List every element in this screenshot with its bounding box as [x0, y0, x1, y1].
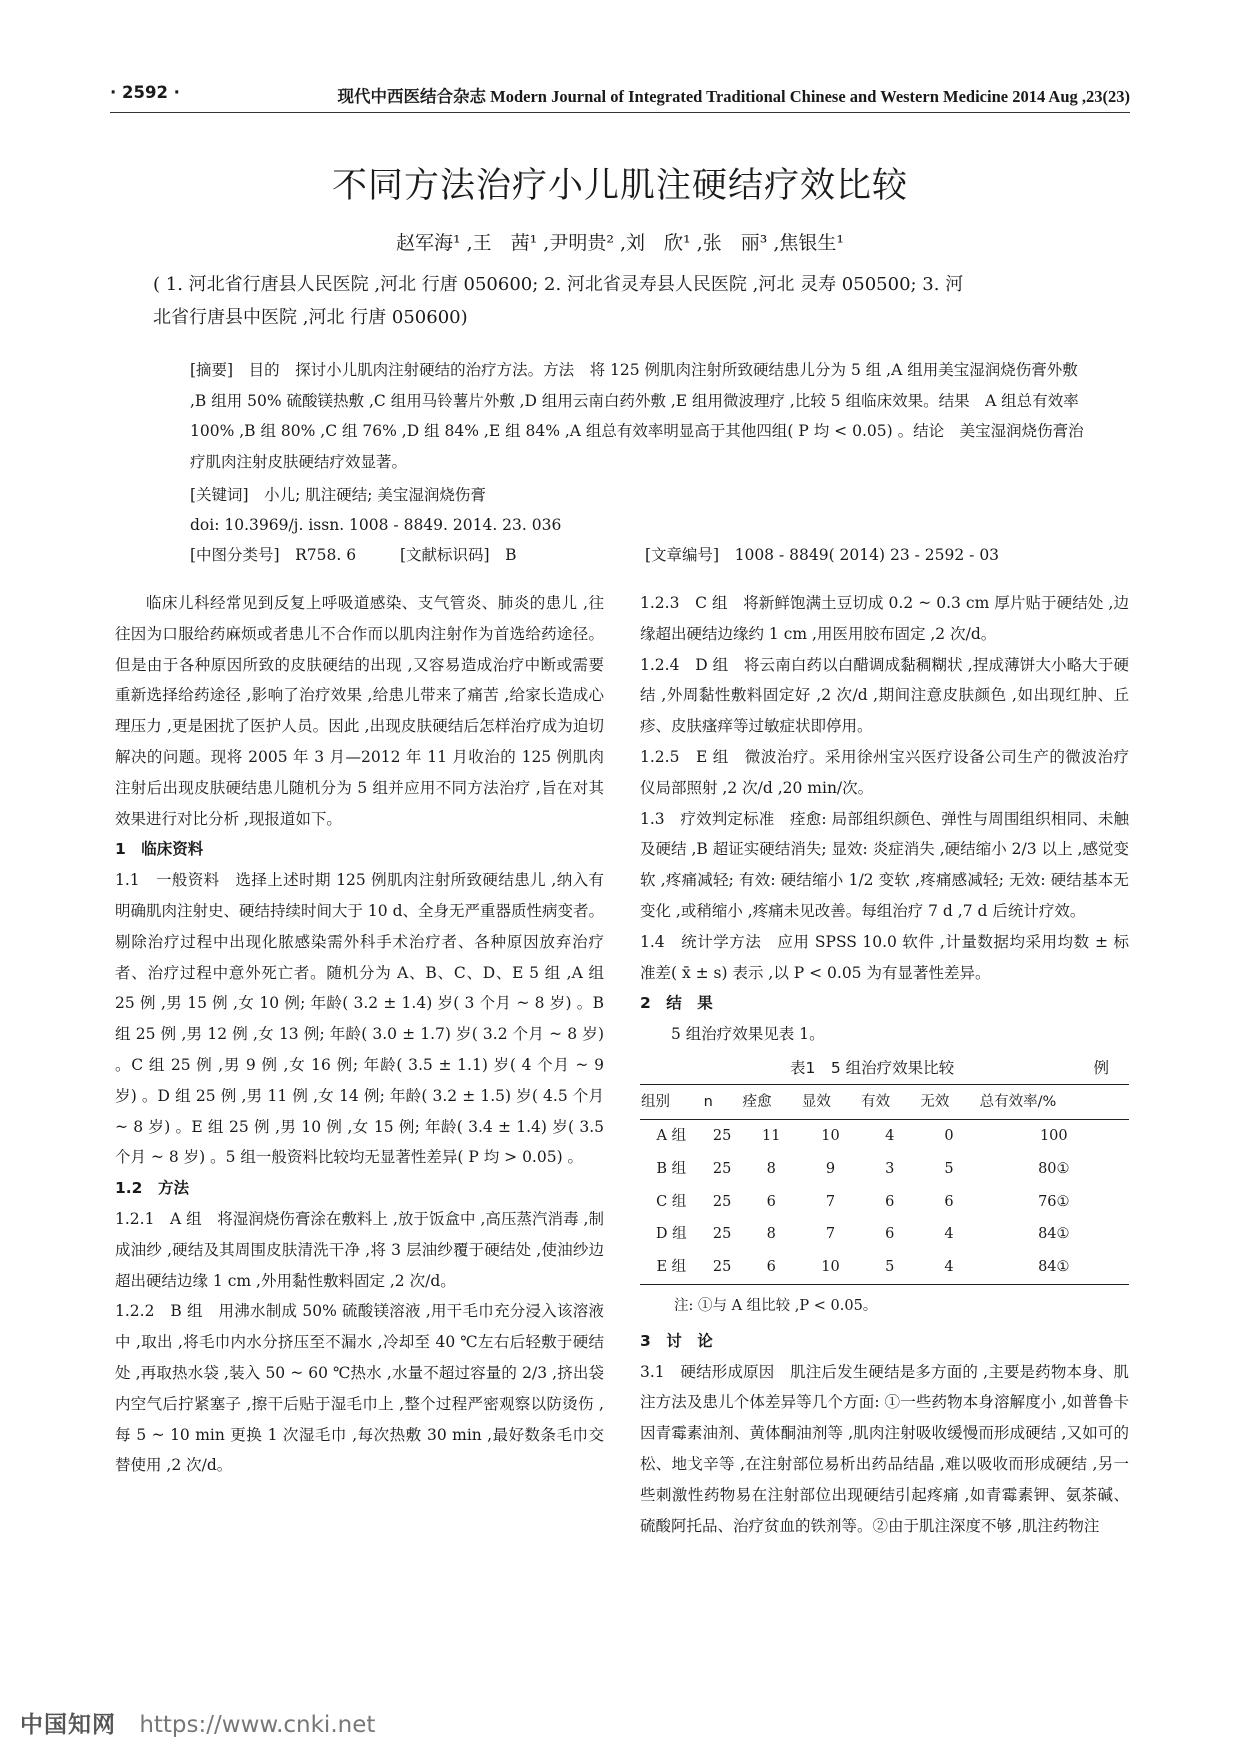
table-cell: 6 [885, 1226, 895, 1243]
journal-citation: 现代中西医结合杂志 Modern Journal of Integrated Traditional Chinese and Western Medicine 2014 Aug ,23(23) [337, 87, 1130, 106]
paragraph: 1.3 疗效判定标准 痊愈: 局部组织颜色、弹性与周围组织相同、未触及硬结 ,B 超证实硬结消失; 显效: 炎症消失 ,硬结缩小 2/3 以上 ,感觉变软 ,疼痛减轻; 有效: 硬结缩小 1/2 变软 ,疼痛感减轻; 无效: 硬结基本无变化 ,或稍缩小 ,疼痛未见改善。每组治疗 7 d ,7 d 后统计疗效。 [640, 809, 1129, 920]
paragraph: 1.2.2 B 组 用沸水制成 50% 硫酸镁溶液 ,用干毛巾充分浸入该溶液中 ,取出 ,将毛巾内水分挤压至不漏水 ,冷却至 40 ℃左右后轻敷于硬结处 ,再取热水袋 ,装入 50 ~ 60 ℃热水 ,水量不超过容量的 2/3 ,挤出袋内空气后拧紧塞子 ,擦干后贴于湿毛巾上 ,整个过程严密观察以防烫伤 ,每 5 ~ 10 min 更换 1 次湿毛巾 ,每次热敷 30 min ,最好数条毛巾交替使用 ,2 次/d。 [115, 1302, 604, 1475]
section-heading: 2 结 果 [640, 994, 713, 1013]
article-title: 不同方法治疗小儿肌注硬结疗效比较 [331, 166, 908, 206]
table-header-row [640, 1084, 1129, 1119]
table-cell: 6 [766, 1193, 776, 1210]
table-row [640, 1251, 1129, 1284]
page-number: · 2592 · [110, 83, 180, 102]
right-column [640, 588, 1129, 1541]
table-row [640, 1186, 1129, 1219]
left-column [115, 588, 604, 1481]
table-title: 表1 5 组治疗效果比较 [790, 1058, 955, 1077]
table-cell: 10 [821, 1127, 840, 1144]
table-cell: 5 [860, 1251, 919, 1284]
table-header-cell: 有效 [860, 1084, 919, 1119]
paragraph: 1.2.1 A 组 将湿润烧伤膏涂在敷料上 ,放于饭盒中 ,高压蒸汽消毒 ,制成油纱 ,硬结及其周围皮肤清洗干净 ,将 3 层油纱覆于硬结处 ,使油纱边超出硬结边缘 1 cm ,外用黏性敷料固定 ,2 次/d。 [115, 1209, 604, 1290]
header-rule [110, 112, 1130, 113]
watermark-footer [20, 1706, 375, 1739]
section-heading: 3 讨 论 [640, 1331, 713, 1350]
table-row [640, 1153, 1129, 1186]
clc-number: [中图分类号] R758. 6 [190, 546, 357, 564]
table-1 [640, 1052, 1129, 1322]
table-header-cell: 总有效率/% [979, 1084, 1129, 1119]
table-caption [640, 1052, 1129, 1084]
table-cell: D 组 [655, 1226, 687, 1243]
classification-row [190, 540, 1095, 570]
table-cell: 6 [944, 1193, 954, 1210]
paragraph: 1.2.3 C 组 将新鲜饱满土豆切成 0.2 ~ 0.3 cm 厚片贴于硬结处 ,边缘超出硬结边缘约 1 cm ,用医用胶布固定 ,2 次/d。 [640, 594, 1129, 643]
table-header-cell: n [703, 1084, 742, 1119]
intro-paragraph: 临床儿科经常见到反复上呼吸道感染、支气管炎、肺炎的患儿 ,往往因为口服给药麻烦或者患儿不合作而以肌肉注射作为首选给药途径。但是由于各种原因所致的皮肤硬结的出现 ,又容易造成治疗中断或需要重新选择给药途径 ,影响了治疗效果 ,给患儿带来了痛苦 ,给家长造成心理压力 ,更是困扰了医护人员。因此 ,出现皮肤硬结后怎样治疗成为迫切解决的问题。现将 2005 年 3 月—2012 年 11 月收治的 125 例肌肉注射后出现皮肤硬结患儿随机分为 5 组并应用不同方法治疗 ,旨在对其效果进行对比分析 ,现报道如下。 [115, 594, 604, 828]
paragraph: 1.2.4 D 组 将云南白药以白醋调成黏稠糊状 ,捏成薄饼大小略大于硬结 ,外周黏性敷料固定好 ,2 次/d ,期间注意皮肤颜色 ,如出现红肿、丘疹、皮肤瘙痒等过敏症状即停用。 [640, 655, 1129, 736]
table-cell: 76① [1038, 1193, 1070, 1210]
table-cell: 80① [1038, 1160, 1070, 1177]
abstract-text: [摘要] 目的 探讨小儿肌肉注射硬结的治疗方法。方法 将 125 例肌肉注射所致硬结患儿分为 5 组 ,A 组用美宝湿润烧伤膏外敷 ,B 组用 50% 硫酸镁热敷 ,C 组用马铃薯片外敷 ,D 组用云南白药外敷 ,E 组用微波理疗 ,比较 5 组临床效果。结果 A 组总有效率 100% ,B 组 80% ,C 组 76% ,D 组 84% ,E 组 84% ,A 组总有效率明显高于其他四组( P 均 < 0.05) 。结论 美宝湿润烧伤膏治疗肌肉注射皮肤硬结疗效显著。 [190, 361, 1084, 471]
doi: doi: 10.3969/j. issn. 1008 - 8849. 2014. 23. 036 [190, 516, 562, 534]
table-cell: 4 [919, 1251, 978, 1284]
running-header [110, 78, 1130, 108]
table-unit: 例 [1093, 1058, 1109, 1077]
table-cell: 8 [766, 1160, 776, 1177]
table-cell: 11 [762, 1127, 781, 1144]
table-header-cell: 无效 [919, 1084, 978, 1119]
affiliation-line: ( 1. 河北省行唐县人民医院 ,河北 行唐 050600; 2. 河北省灵寿县人民医院 ,河北 灵寿 050500; 3. 河 [153, 274, 964, 295]
table-cell: 25 [712, 1193, 732, 1210]
table-cell: 5 [944, 1160, 954, 1177]
paragraph: 1.1 一般资料 选择上述时期 125 例肌肉注射所致硬结患儿 ,纳入有明确肌肉注射史、硬结持续时间大于 10 d、全身无严重器质性病变者。剔除治疗过程中出现化脓感染需外科手术治疗者、各种原因放弃治疗者、治疗过程中意外死亡者。随机分为 A、B、C、D、E 5 组 ,A 组 25 例 ,男 15 例 ,女 10 例; 年龄( 3.2 ± 1.4) 岁( 3 个月 ~ 8 岁) 。B 组 25 例 ,男 12 例 ,女 13 例; 年龄( 3.0 ± 1.7) 岁( 3.2 个月 ~ 8 岁) 。C 组 25 例 ,男 9 例 ,女 16 例; 年龄( 3.5 ± 1.1) 岁( 4 个月 ~ 9 岁) 。D 组 25 例 ,男 11 例 ,女 14 例; 年龄( 3.2 ± 1.5) 岁( 4.5 个月 ~ 8 岁) 。E 组 25 例 ,男 10 例 ,女 15 例; 年龄( 3.4 ± 1.4) 岁( 3.5 个月 ~ 8 岁) 。5 组一般资料比较均无显著性差异( P 均 > 0.05) 。 [115, 871, 605, 1167]
table-cell: 0 [944, 1127, 954, 1144]
table-cell: 4 [944, 1226, 954, 1243]
table-cell: A 组 [656, 1127, 687, 1144]
abstract [190, 355, 1095, 477]
table-row [640, 1119, 1129, 1152]
table-cell: 84① [979, 1251, 1129, 1284]
table-cell: 25 [712, 1226, 732, 1243]
table-cell: 7 [825, 1193, 836, 1210]
cnki-logo: 中国知网 [20, 1712, 116, 1738]
document-code: [文献标识码] B [400, 546, 517, 564]
author-list: 赵军海¹ ,王 茜¹ ,尹明贵² ,刘 欣¹ ,张 丽³ ,焦银生¹ [395, 232, 845, 254]
table-cell: E 组 [640, 1251, 703, 1284]
table-cell: 3 [885, 1160, 895, 1177]
table-cell: C 组 [656, 1193, 687, 1210]
table-header-cell: 痊愈 [742, 1084, 801, 1119]
table-cell: 100 [1039, 1127, 1068, 1144]
section-heading: 1.2 方法 [115, 1179, 189, 1198]
table-cell: B 组 [656, 1160, 687, 1177]
article-number: [文章编号] 1008 - 8849( 2014) 23 - 2592 - 03 [645, 546, 1000, 564]
table-cell: 10 [801, 1251, 860, 1284]
table-cell: 8 [766, 1226, 776, 1243]
paragraph: 3.1 硬结形成原因 肌注后发生硬结是多方面的 ,主要是药物本身、肌注方法及患儿个体差异等几个方面: ①一些药物本身溶解度小 ,如普鲁卡因青霉素油剂、黄体酮油剂等 ,肌肉注射吸收缓慢而形成硬结 ,又如可的松、地戈辛等 ,在注射部位易析出药品结晶 ,难以吸收而形成硬结 ,另一些刺激性药物易在注射部位出现硬结引起疼痛 ,如青霉素钾、氨茶碱、硫酸阿托品、治疗贫血的铁剂等。②由于肌注深度不够 ,肌注药物注 [640, 1362, 1129, 1535]
keywords: [关键词] 小儿; 肌注硬结; 美宝湿润烧伤膏 [190, 486, 486, 504]
keywords-block [190, 480, 1095, 570]
table-cell: 25 [703, 1251, 742, 1284]
paragraph: 1.4 统计学方法 应用 SPSS 10.0 软件 ,计量数据均采用均数 ± 标准差( x̄ ± s) 表示 ,以 P < 0.05 为有显著性差异。 [640, 932, 1129, 982]
table-cell: 84① [1038, 1226, 1070, 1243]
table-cell: 4 [885, 1127, 895, 1144]
table-cell: 6 [885, 1193, 895, 1210]
section-heading: 1 临床资料 [115, 840, 204, 859]
table-header-cell: 组别 [640, 1084, 703, 1119]
affiliations [153, 268, 1088, 334]
results-table [640, 1084, 1129, 1285]
table-note: 注: ①与 A 组比较 ,P < 0.05。 [674, 1297, 878, 1314]
source-url[interactable]: https://www.cnki.net [139, 1712, 376, 1738]
table-cell: 6 [742, 1251, 801, 1284]
table-cell: 25 [712, 1127, 732, 1144]
affiliation-line: 北省行唐县中医院 ,河北 行唐 050600) [153, 307, 468, 328]
table-row [640, 1218, 1129, 1251]
paragraph: 5 组治疗效果见表 1。 [671, 1025, 825, 1044]
table-cell: 7 [825, 1226, 836, 1243]
table-cell: 25 [712, 1160, 732, 1177]
paragraph: 1.2.5 E 组 微波治疗。采用徐州宝兴医疗设备公司生产的微波治疗仪局部照射 ,2 次/d ,20 min/次。 [640, 747, 1129, 797]
table-header-cell: 显效 [801, 1084, 860, 1119]
table-cell: 9 [825, 1160, 836, 1177]
